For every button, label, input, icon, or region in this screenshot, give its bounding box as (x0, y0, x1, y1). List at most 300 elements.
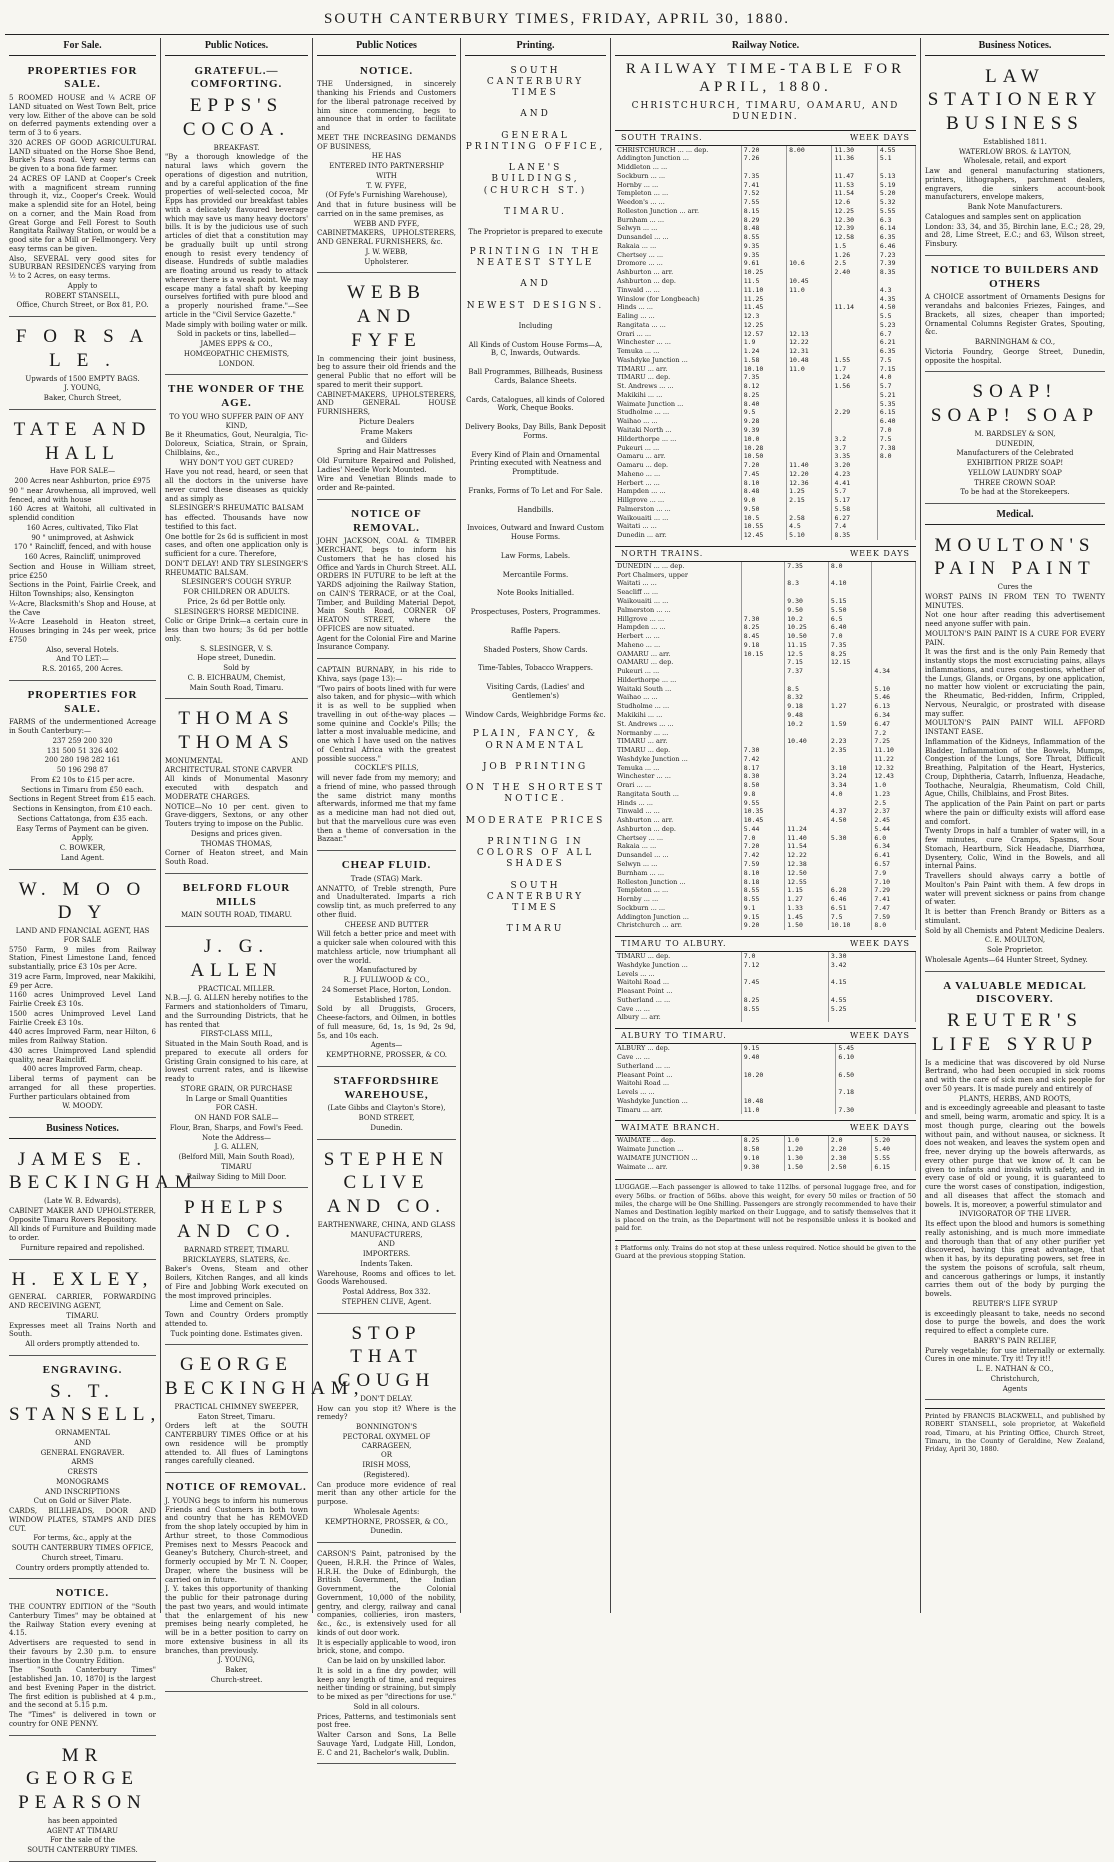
departure-time: 8.35 (832, 531, 877, 540)
business-advert (9, 1359, 162, 1580)
timetable-row (615, 330, 916, 339)
advert-line: Main South Road, Timaru. (189, 683, 284, 692)
station-name: Levels ... ... (615, 970, 741, 979)
timetable-row (615, 268, 916, 277)
departure-time: 9.30 (785, 597, 829, 606)
timetable-row (615, 1088, 916, 1097)
departure-time: 2.58 (787, 514, 832, 523)
advert-line: 440 acres Improved Farm, near Hilton, 6 miles from Railway Station. (9, 1028, 156, 1045)
departure-time (741, 676, 785, 685)
timetable-row (615, 623, 916, 632)
printing-line: PRINTING IN COLORS OF ALL SHADES (476, 836, 595, 870)
departure-time (828, 729, 872, 738)
departure-time: 10.10 (828, 921, 872, 930)
advert-line: SLESINGER'S RHEUMATIC BALSAM (169, 504, 304, 513)
timetable-row (615, 913, 916, 922)
departure-time: 2.0 (828, 1136, 872, 1145)
advert-line: Dunedin. (370, 1123, 403, 1132)
advert-line: Sections in Regent Street from £15 each. (9, 795, 156, 804)
timetable-subtitle: CHRISTCHURCH, TIMARU, OAMARU, AND DUNEDIN. (631, 101, 900, 123)
advert-line: ON HAND FOR SALE— (194, 1114, 279, 1122)
advert-line: Have FOR SALE— (49, 467, 116, 476)
advert-line: Christchurch, (990, 1374, 1040, 1383)
station-name: Waitati ... ... (615, 579, 741, 588)
advert-line: Warehouse, Rooms and offices to let. Goods Warehoused. (317, 1269, 456, 1287)
station-name: Albury ... arr. (615, 1013, 741, 1022)
station-name: Dunedin ... arr. (615, 531, 741, 540)
departure-time (832, 338, 877, 347)
departure-time: 8.30 (741, 772, 785, 781)
week-days-label: WEEK DAYS (849, 939, 910, 949)
departure-time (741, 729, 785, 738)
printing-line: All Kinds of Custom House Forms—A, B, C, Inwards, Outwards. (468, 340, 603, 358)
departure-time (872, 597, 916, 606)
timetable-row (615, 347, 916, 356)
departure-time: 10.25 (741, 268, 786, 277)
advert-title: ENGRAVING. (42, 1363, 123, 1376)
departure-time: 12.25 (832, 207, 877, 216)
advert-title: CHEAP FLUID. (341, 859, 432, 871)
departure-time: 8.15 (741, 207, 786, 216)
departure-time: 12.22 (785, 851, 829, 860)
advert-line: 5750 Farm, 9 miles from Railway Station, Finest Limestone Land, fenced substantially, price £3 10s per Acre. (9, 945, 156, 971)
timetable-row (615, 426, 916, 435)
for-sale-advert (9, 320, 156, 410)
departure-time: 11.45 (741, 303, 786, 312)
station-name: Sockburn ... ... (615, 172, 741, 181)
departure-time (741, 667, 785, 676)
departure-time (741, 711, 785, 720)
timetable-row (615, 588, 916, 597)
departure-time (741, 658, 785, 667)
departure-time: 8.12 (741, 382, 786, 391)
section-heading: Public Notices. (165, 38, 308, 56)
advert-line: J. W. WEBB, (365, 247, 408, 256)
departure-time (877, 277, 915, 286)
advert-heading: TATE AND HALL (13, 418, 152, 464)
departure-time: 7.59 (741, 860, 785, 869)
printing-line: SOUTH CANTERBURY TIMES (486, 65, 585, 98)
station-name: Waihao ... ... (615, 693, 741, 702)
departure-time: 8.25 (828, 650, 872, 659)
advert-line: The "Times" is delivered in town or country for ONE PENNY. (9, 1711, 156, 1728)
departure-time: 7.20 (741, 461, 786, 470)
timetable-row (615, 382, 916, 391)
departure-time: 10.5 (741, 514, 786, 523)
station-name: Makikihi ... ... (615, 391, 741, 400)
departure-time: 11.47 (832, 172, 877, 181)
section-heading: Railway Notice. (615, 38, 916, 56)
advert-line: IRISH MOSS, (362, 1461, 411, 1469)
printing-line: MODERATE PRICES (465, 815, 606, 826)
advert-heading: LAW STATIONERY BUSINESS (927, 65, 1103, 134)
departure-time (787, 189, 832, 198)
departure-time (787, 444, 832, 453)
timetable-row (615, 470, 916, 479)
advert-line: has effected. Thousands have now testified to this fact. (165, 514, 308, 531)
departure-time: 9.8 (741, 790, 785, 799)
departure-time (787, 373, 832, 382)
timetable (615, 146, 916, 540)
station-name: Washdyke Junction ... (615, 961, 741, 970)
departure-time: 7.35 (741, 172, 786, 181)
departure-time: 3.20 (832, 461, 877, 470)
advert-line: LAND AND FINANCIAL AGENT, HAS FOR SALE (15, 927, 150, 944)
departure-time: 11.53 (832, 181, 877, 190)
departure-time: 10.20 (741, 1071, 836, 1080)
departure-time: 1.25 (787, 487, 832, 496)
departure-time (741, 720, 785, 729)
departure-time (787, 163, 832, 172)
departure-time (741, 987, 828, 996)
section-heading: Business Notices. (925, 38, 1105, 56)
departure-time: 7.38 (877, 444, 915, 453)
departure-time (836, 1079, 916, 1088)
departure-time: 6.46 (828, 895, 872, 904)
departure-time (787, 391, 832, 400)
section-heading: Printing. (465, 38, 606, 56)
departure-time (832, 347, 877, 356)
timetable-row (615, 1136, 916, 1145)
departure-time: 7.45 (741, 470, 786, 479)
departure-time: 6.15 (872, 1163, 916, 1172)
advert-line: 90 " near Arowhenua, all improved, well fenced, and with house (9, 486, 156, 504)
advert-line: ORNAMENTAL (55, 1429, 110, 1437)
advert-line: JAMES EPPS & CO., (200, 340, 273, 348)
station-name: Selwyn ... ... (615, 224, 741, 233)
departure-time: 3.30 (828, 952, 915, 961)
departure-time (787, 268, 832, 277)
departure-time (787, 198, 832, 207)
departure-time: 1.5 (832, 242, 877, 251)
departure-time: 6.28 (828, 886, 872, 895)
departure-time: 4.35 (877, 295, 915, 304)
advert-title: NOTICE OF REMOVAL. (351, 507, 422, 534)
printing-line: AND (520, 279, 551, 290)
departure-time: 8.55 (741, 1005, 828, 1014)
timetable-row (615, 816, 916, 825)
advert-line: The "South Canterbury Times" [established Jan. 10, 1870] is the largest and best Evening Paper in the district. The first edition is published at 4 p.m., and the second at 5.15 p.m. (9, 1666, 156, 1710)
advert-line: Note the Address— (202, 1133, 271, 1142)
departure-time (828, 869, 872, 878)
departure-time: 1.23 (872, 790, 916, 799)
station-name: Washdyke Junction ... (615, 1097, 741, 1106)
advert-line: Upwards of 1500 EMPTY BAGS. (25, 374, 140, 383)
advert-line: In commencing their joint business, beg to assure their old friends and the general Public that no effort will be spared to merit their support. (317, 354, 456, 389)
advert-line: Church street, Timaru. (41, 1553, 124, 1562)
advert-line: 24 Somerset Place, Horton, London. (321, 985, 452, 994)
departure-time: 4.5 (787, 522, 832, 531)
business-advert (925, 60, 1105, 256)
timetable-row (615, 1097, 916, 1106)
advert-line: Law and general manufacturing stationers, printers, lithographers, parchment dealers, engravers, die sinkers account-book manufacturers, envelope makers, (925, 167, 1105, 202)
departure-time: 8.10 (741, 869, 785, 878)
advert-title: NOTICE. (359, 64, 414, 77)
departure-time: 8.32 (785, 693, 829, 702)
timetable-row (615, 224, 916, 233)
advert-line: HOMŒOPATHIC CHEMISTS, (183, 349, 290, 358)
departure-time: 8.35 (877, 268, 915, 277)
timetable-row (615, 321, 916, 330)
advert-line: It is better than French Brandy or Bitters as a stimulant. (925, 908, 1105, 925)
station-name: Waitohi Road ... (615, 978, 741, 987)
advert-line: WITH (376, 171, 397, 180)
timetable-row (615, 417, 916, 426)
advert-line: To be had at the Storekeepers. (960, 488, 1070, 497)
departure-time: 7.29 (872, 886, 916, 895)
departure-time: 9.18 (741, 641, 785, 650)
timetable-row (615, 869, 916, 878)
departure-time (832, 277, 877, 286)
advert-line: Agents (1002, 1384, 1028, 1393)
departure-time: 7.35 (785, 562, 829, 571)
advert-line: MAIN SOUTH ROAD, TIMARU. (180, 911, 293, 920)
timetable-row (615, 1044, 916, 1053)
departure-time: 9.15 (741, 913, 785, 922)
advert-line: LONDON. (218, 359, 255, 368)
departure-time (877, 461, 915, 470)
departure-time (741, 737, 785, 746)
column-for-sale (5, 38, 198, 1854)
station-name: Christchurch ... arr. (615, 921, 741, 930)
timetable-row (615, 886, 916, 895)
station-name: Pleasant Point ... (615, 987, 741, 996)
station-name: Pukeuri ... ... (615, 444, 741, 453)
business-advert (9, 1263, 156, 1356)
departure-time (785, 746, 829, 755)
timetable-row (615, 571, 916, 580)
station-name: Ashburton ... arr. (615, 816, 741, 825)
public-notice-advert (165, 378, 308, 699)
advert-line: FOR CASH. (215, 1104, 258, 1113)
advert-line: Sold by all Chemists and Patent Medicine Dealers. (925, 926, 1105, 935)
station-name: Herbert ... ... (615, 479, 741, 488)
departure-time: 5.7 (832, 487, 877, 496)
departure-time: 6.41 (872, 851, 916, 860)
departure-time: 7.30 (741, 746, 785, 755)
advert-line: Dunedin. (370, 1527, 403, 1536)
departure-time (785, 755, 829, 764)
departure-time: 9.35 (741, 251, 786, 260)
departure-time: 7.15 (785, 658, 829, 667)
departure-time: 11.24 (785, 825, 829, 834)
advert-line: BARRY'S PAIN RELIEF, (973, 1336, 1057, 1345)
advert-line: Upholsterer. (364, 257, 409, 266)
departure-time: 9.30 (741, 1163, 785, 1172)
station-name: St. Andrews ... ... (615, 720, 741, 729)
station-name: Levels ... ... (615, 1088, 741, 1097)
timetable-row (615, 444, 916, 453)
timetable-row (615, 277, 916, 286)
public-notice-advert (165, 60, 308, 376)
business-advert (9, 1143, 198, 1260)
printing-line: Time-Tables, Tobacco Wrappers. (478, 664, 593, 673)
departure-time: 7.35 (828, 641, 872, 650)
advert-line: OR (380, 1451, 392, 1460)
station-name: Hilderthorpe ... ... (615, 676, 741, 685)
advert-line: (Belford Mill, Main South Road), (178, 1153, 295, 1161)
departure-time: 6.40 (877, 417, 915, 426)
advert-line: Be it Rheumatics, Gout, Neuralgia, Tic-Doloreux, Sciatica, Strain, or Sprain, Chilblains, &c., (165, 431, 308, 457)
departure-time: 8.55 (741, 886, 785, 895)
advert-line: Sole Proprietor. (987, 946, 1043, 954)
departure-time: 7.25 (872, 737, 916, 746)
departure-time: 5.20 (872, 1136, 916, 1145)
advert-line: Indents Taken. (360, 1259, 413, 1268)
departure-time (741, 579, 785, 588)
advert-line: Is a medicine that was discovered by old Nurse Bertrand, who had been occupied in sick rooms and with the care of sick men and sick people for over 50 years. It is made purely and entirely of (925, 1058, 1105, 1093)
advert-line: Established 1785. (354, 995, 419, 1004)
departure-time: 11.0 (741, 1106, 836, 1115)
timetable (615, 1044, 916, 1114)
station-name: Selwyn ... ... (615, 860, 741, 869)
departure-time (787, 426, 832, 435)
departure-time (787, 312, 832, 321)
advert-line: R. J. FULLWOOD & CO., (343, 976, 430, 984)
departure-time (741, 1062, 836, 1071)
public-notice-advert (317, 1143, 456, 1314)
departure-time: 7.5 (877, 435, 915, 444)
advert-line: For terms, &c., apply at the (33, 1534, 132, 1543)
timetable-row (615, 163, 916, 172)
departure-time (828, 878, 872, 887)
advert-line: BONNINGTON'S (356, 1423, 417, 1431)
advert-title: NOTICE TO BUILDERS AND OTHERS (930, 263, 1100, 290)
departure-time (828, 842, 872, 851)
departure-time (787, 233, 832, 242)
departure-time: 1.0 (785, 1136, 829, 1145)
departure-time: 4.15 (828, 978, 915, 987)
departure-time (832, 391, 877, 400)
advert-line: 50 196 298 87 (56, 766, 109, 774)
public-notice-advert (165, 930, 308, 1188)
departure-time: 2.40 (832, 268, 877, 277)
advert-line: All kinds of Monumental Masonry executed with despatch and MODERATE CHARGES. (165, 775, 308, 801)
departure-time (741, 1013, 828, 1022)
advert-line: Town and Country Orders promptly attended to. (165, 1311, 308, 1328)
advert-line: Agent for the Colonial Fire and Marine Insurance Company. (317, 634, 456, 652)
departure-time (828, 860, 872, 869)
section-heading: Public Notices (317, 38, 456, 56)
advert-line: Sold by all Druggists, Grocers, Cheese-factors, and Oilmen, in bottles of full measure, 6d, 1s, 1s 9d, 2s 9d, 5s, and 10s each. (317, 1005, 456, 1040)
station-name: Seacliff ... ... (615, 588, 741, 597)
timetable-row (615, 338, 916, 347)
departure-time: 11.30 (832, 146, 877, 155)
departure-time: 1.56 (832, 382, 877, 391)
departure-time: 6.10 (836, 1053, 916, 1062)
departure-time (785, 588, 829, 597)
timetable-row (615, 729, 916, 738)
advert-line: 90 " unimproved, at Ashwick (31, 533, 134, 542)
departure-time (836, 1097, 916, 1106)
timetable-row (615, 702, 916, 711)
timetable-row (615, 312, 916, 321)
station-name: Ashburton ... dep. (615, 825, 741, 834)
timetable-row (615, 172, 916, 181)
station-name: Ashburton ... arr. (615, 268, 741, 277)
timetable-row (615, 996, 916, 1005)
advert-heading: J. G. ALLEN (190, 936, 283, 981)
departure-time (787, 154, 832, 163)
departure-time: 2.15 (787, 496, 832, 505)
advert-line: "Two pairs of boots lined with fur were also taken, and for physic—with which it is as well to be supplied when travelling in out of-the-way places — some quinine and Cockle's Pills; the latter a most invaluable medicine, and one which I have used on the natives of Central Africa with the greatest possible success." (317, 684, 456, 763)
advert-line: Established 1811. (983, 137, 1047, 146)
timetable (615, 1136, 916, 1171)
timetable-row (615, 1053, 916, 1062)
station-name: CHRISTCHURCH ... ... dep. (615, 146, 741, 155)
departure-time: 9.48 (785, 711, 829, 720)
advert-title: THE WONDER OF THE AGE. (168, 383, 305, 409)
departure-time: 11.54 (832, 189, 877, 198)
station-name: Ealing ... ... (615, 312, 741, 321)
departure-time: 11.5 (741, 277, 786, 286)
departure-time: 2.23 (828, 737, 872, 746)
station-name: Waihao ... ... (615, 417, 741, 426)
advert-heading: REUTER'S LIFE SYRUP (931, 1010, 1099, 1055)
departure-time: 8.0 (877, 452, 915, 461)
timetable-row (615, 1062, 916, 1071)
station-name: Oamaru ... dep. (615, 461, 741, 470)
departure-time (787, 435, 832, 444)
advert-line: Baker, (225, 1666, 248, 1674)
station-name: Washdyke Junction ... (615, 356, 741, 365)
advert-line: MONUMENTAL AND ARCHITECTURAL STONE CARVER (165, 756, 308, 774)
departure-time: 12.6 (832, 198, 877, 207)
medical-advert (925, 529, 1105, 972)
advert-line: 160 Acres at Waitohi, all cultivated in splendid condition (9, 505, 156, 522)
timetable-row (615, 834, 916, 843)
timetable-row (615, 772, 916, 781)
printing-line: TIMARU (506, 924, 565, 935)
departure-time: 9.10 (741, 1154, 785, 1163)
advert-line: The application of the Pain Paint on part or parts where the pain or difficulty exists will afford ease and comfort. (925, 800, 1105, 826)
timetable-row (615, 514, 916, 523)
departure-time: 8.25 (741, 1136, 785, 1145)
printing-line: Franks, Forms of To Let and For Sale. (468, 486, 603, 495)
medical-advert (925, 975, 1105, 1401)
advert-line: REUTER'S LIFE SYRUP (972, 1299, 1058, 1308)
advert-line: Sections Cattatonga, from £35 each. (17, 814, 148, 823)
advert-line: R.S. 20165, 200 Acres. (41, 665, 124, 673)
timetable-row (615, 851, 916, 860)
station-name: St. Andrews ... ... (615, 382, 741, 391)
departure-time: 7.5 (828, 913, 872, 922)
departure-time: 1.59 (828, 720, 872, 729)
advert-line: SOUTH CANTERBURY TIMES OFFICE, (11, 1544, 154, 1552)
departure-time: 5.46 (872, 693, 916, 702)
advert-line: Section and House in William street, price £250 (9, 562, 156, 580)
station-name: Temuka ... ... (615, 764, 741, 773)
departure-time (832, 330, 877, 339)
station-name: Normanby ... ... (615, 729, 741, 738)
station-name: Winchester ... ... (615, 772, 741, 781)
printing-line: NEWEST DESIGNS. (466, 300, 605, 311)
advert-line: Agents— (370, 1041, 403, 1050)
station-name: OAMARU ... dep. (615, 658, 741, 667)
departure-time (828, 755, 872, 764)
departure-time (828, 851, 872, 860)
departure-time: 9.1 (741, 904, 785, 913)
advert-line: Colic or Gripe Drink—a certain cure in less than two hours; 3s 6d per bottle only. (165, 617, 308, 643)
timetable-row (615, 860, 916, 869)
departure-time: 8.0 (828, 562, 872, 571)
for-sale-advert (9, 413, 156, 681)
advert-line: All kinds of Furniture and Building made to order. (9, 1225, 156, 1242)
departure-time: 5.44 (741, 825, 785, 834)
printing-line: The Proprietor is prepared to execute (468, 228, 603, 236)
advert-line: CABINET-MAKERS, UPHOLSTERERS, AND GENERAL HOUSE FURNISHERS, (317, 390, 456, 416)
advert-line: It is sold in a fine dry powder, will keep any length of time, and requires neither tinding or straining, but simply to be mixed as per "directions for use." (317, 1666, 456, 1701)
